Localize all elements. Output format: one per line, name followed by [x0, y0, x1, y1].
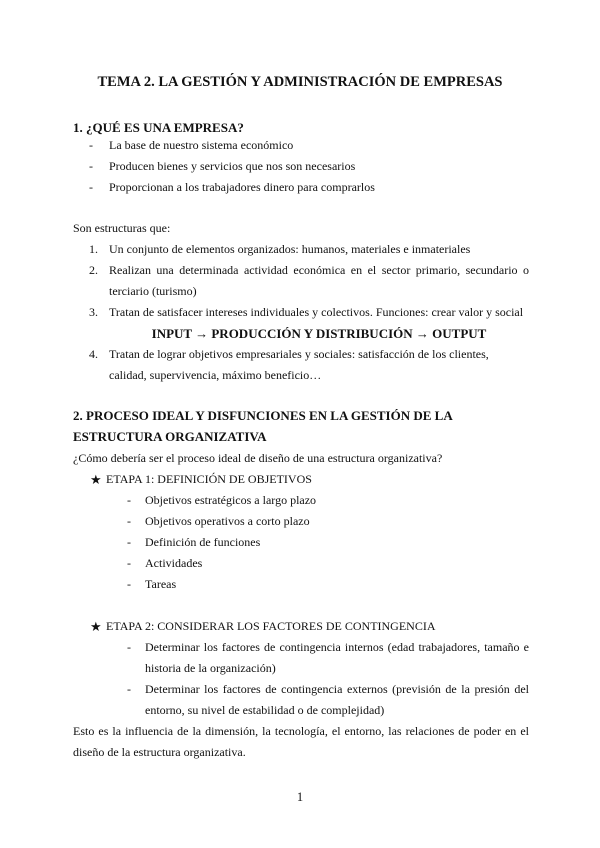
dash-marker: - [127, 577, 131, 591]
star-icon: ★ [90, 619, 102, 634]
list-item: - Proporcionan a los trabajadores dinero para comprarlos [73, 177, 529, 198]
stage-2-list [73, 637, 529, 721]
input-output-line: INPUT → PRODUCCIÓN Y DISTRIBUCIÓN → OUTPUT [151, 326, 487, 341]
list-number: 1. [89, 242, 98, 256]
section-1-dash-list [73, 135, 529, 198]
stage-1-list [73, 490, 529, 595]
dash-marker: - [89, 138, 93, 152]
list-item: 4. Tratan de lograr objetivos empresariales y sociales: satisfacción de los clientes, calidad, supervivencia, máximo beneficio… [73, 344, 529, 386]
list-item: 1. Un conjunto de elementos organizados: humanos, materiales e inmateriales [73, 239, 529, 260]
star-icon: ★ [90, 472, 102, 487]
list-item: - Objetivos operativos a corto plazo [73, 511, 529, 532]
structures-intro: Son estructuras que: [73, 221, 171, 235]
dash-marker: - [89, 180, 93, 194]
section-1-numbered-list [73, 239, 529, 386]
list-item: 3. Tratan de satisfacer intereses individuales y colectivos. Funciones: crear valor y social [73, 302, 529, 323]
list-item: - Actividades [73, 553, 529, 574]
section-2-body [73, 448, 529, 763]
list-number: 4. [89, 347, 98, 361]
list-item: - Producen bienes y servicios que nos son necesarios [73, 156, 529, 177]
list-item: - Tareas [73, 574, 529, 595]
page-number: 1 [296, 790, 304, 804]
dash-marker: - [127, 514, 131, 528]
section-1-heading: 1. ¿QUÉ ES UNA EMPRESA? [73, 120, 244, 135]
dash-marker: - [127, 640, 131, 654]
list-item: - Determinar los factores de contingencia externos (previsión de la presión del entorno, su nivel de estabilidad o de complejidad) [73, 679, 529, 721]
dash-marker: - [127, 682, 131, 696]
section-2-heading: 2. PROCESO IDEAL Y DISFUNCIONES EN LA GESTIÓN DE LA ESTRUCTURA ORGANIZATIVA [73, 408, 453, 444]
document-title: TEMA 2. LA GESTIÓN Y ADMINISTRACIÓN DE EMPRESAS [97, 74, 503, 90]
stage-1-label: ★ ETAPA 1: DEFINICIÓN DE OBJETIVOS [73, 469, 529, 490]
dash-marker: - [127, 556, 131, 570]
dash-marker: - [127, 535, 131, 549]
dash-marker: - [89, 159, 93, 173]
list-item: 2. Realizan una determinada actividad económica en el sector primario, secundario o terciario (turismo) [73, 260, 529, 302]
list-item: - La base de nuestro sistema económico [73, 135, 529, 156]
design-question: ¿Cómo debería ser el proceso ideal de diseño de una estructura organizativa? [73, 451, 443, 465]
dash-marker: - [127, 493, 131, 507]
stage-2-label: ★ ETAPA 2: CONSIDERAR LOS FACTORES DE CONTINGENCIA [73, 616, 529, 637]
list-number: 2. [89, 263, 98, 277]
closing-paragraph: Esto es la influencia de la dimensión, la tecnología, el entorno, las relaciones de poder en el diseño de la estructura organizativa. [73, 724, 529, 759]
list-number: 3. [89, 305, 98, 319]
list-item: - Objetivos estratégicos a largo plazo [73, 490, 529, 511]
list-item: - Definición de funciones [73, 532, 529, 553]
list-item: - Determinar los factores de contingencia internos (edad trabajadores, tamaño e historia de la organización) [73, 637, 529, 679]
